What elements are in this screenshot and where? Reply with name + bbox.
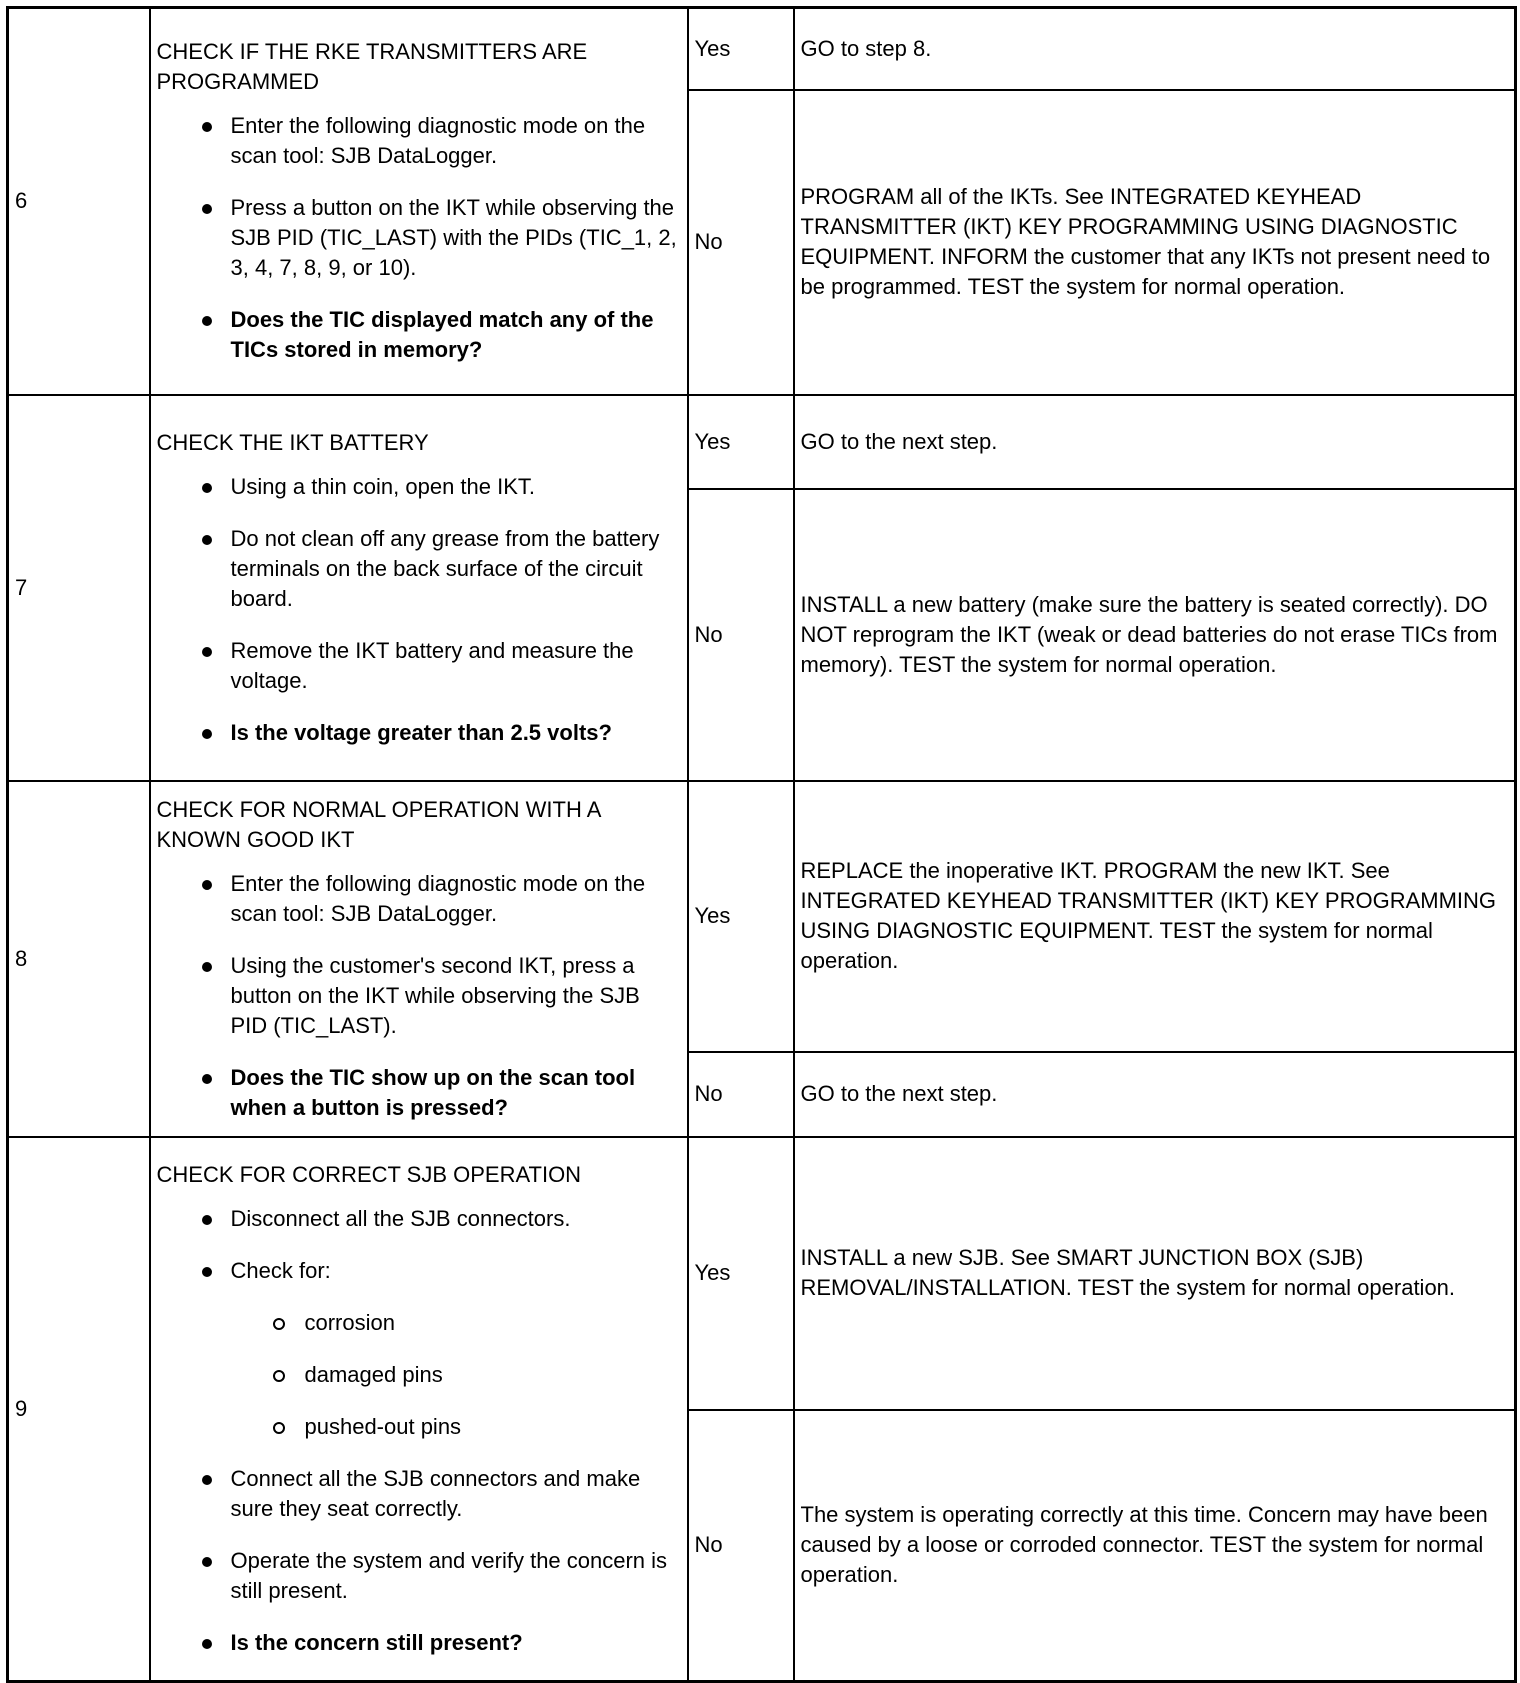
bullet-item: Operate the system and verify the concern is still present.	[157, 1546, 681, 1606]
step-action	[150, 395, 688, 781]
step-number: 7	[8, 395, 150, 781]
bullet-item: Remove the IKT battery and measure the voltage.	[157, 636, 681, 696]
step-number: 8	[8, 781, 150, 1137]
yes-result: GO to the next step.	[794, 395, 1516, 489]
diagnostic-table	[6, 6, 1517, 1683]
check-for-label: Check for:	[230, 1257, 331, 1283]
bullet-item: Using the customer's second IKT, press a button on the IKT while observing the SJB PID (TIC_LAST).	[157, 951, 681, 1041]
no-result: The system is operating correctly at this time. Concern may have been caused by a loose or corroded connector. TEST the system for normal operation.	[794, 1410, 1516, 1682]
no-result: INSTALL a new battery (make sure the battery is seated correctly). DO NOT reprogram the IKT (weak or dead batteries do not erase TICs from memory). TEST the system for normal operation.	[794, 489, 1516, 781]
step-6-yes-row	[8, 8, 1516, 90]
no-label: No	[688, 90, 794, 395]
sub-item: damaged pins	[231, 1360, 681, 1390]
yes-label: Yes	[688, 1137, 794, 1410]
bullet-item: Do not clean off any grease from the battery terminals on the back surface of the circuit board.	[157, 524, 681, 614]
step-number: 6	[8, 8, 150, 395]
sub-item: pushed-out pins	[231, 1412, 681, 1442]
bullet-item	[157, 1256, 681, 1442]
bullet-item: Enter the following diagnostic mode on the scan tool: SJB DataLogger.	[157, 869, 681, 929]
bullet-item: Connect all the SJB connectors and make sure they seat correctly.	[157, 1464, 681, 1524]
step-bullets	[157, 111, 681, 365]
step-number: 9	[8, 1137, 150, 1682]
yes-result: GO to step 8.	[794, 8, 1516, 90]
step-action	[150, 1137, 688, 1682]
step-bullets	[157, 1204, 681, 1658]
no-label: No	[688, 489, 794, 781]
bullet-item: Using a thin coin, open the IKT.	[157, 472, 681, 502]
bullet-item: Enter the following diagnostic mode on the scan tool: SJB DataLogger.	[157, 111, 681, 171]
step-question: Is the voltage greater than 2.5 volts?	[157, 718, 681, 748]
step-question: Is the concern still present?	[157, 1628, 681, 1658]
no-result: PROGRAM all of the IKTs. See INTEGRATED KEYHEAD TRANSMITTER (IKT) KEY PROGRAMMING USING DIAGNOSTIC EQUIPMENT. INFORM the customer that any IKTs not present need to be programmed. TEST the system for normal operation.	[794, 90, 1516, 395]
step-title: CHECK IF THE RKE TRANSMITTERS ARE PROGRAMMED	[156, 39, 588, 95]
step-title: CHECK FOR CORRECT SJB OPERATION	[156, 1161, 582, 1187]
step-7-yes-row	[8, 395, 1516, 489]
no-label: No	[688, 1410, 794, 1682]
bullet-item: Disconnect all the SJB connectors.	[157, 1204, 681, 1234]
no-label: No	[688, 1052, 794, 1137]
step-question: Does the TIC displayed match any of the TICs stored in memory?	[157, 305, 681, 365]
step-8-yes-row	[8, 781, 1516, 1052]
yes-label: Yes	[688, 395, 794, 489]
bullet-item: Press a button on the IKT while observing the SJB PID (TIC_LAST) with the PIDs (TIC_1, 2, 3, 4, 7, 8, 9, or 10).	[157, 193, 681, 283]
step-action	[150, 8, 688, 395]
sub-item: corrosion	[231, 1308, 681, 1338]
step-bullets	[157, 472, 681, 748]
step-9-yes-row	[8, 1137, 1516, 1410]
step-action	[150, 781, 688, 1137]
check-sub-list	[231, 1308, 681, 1442]
step-question: Does the TIC show up on the scan tool when a button is pressed?	[157, 1063, 681, 1123]
yes-label: Yes	[688, 8, 794, 90]
step-title: CHECK FOR NORMAL OPERATION WITH A KNOWN GOOD IKT	[156, 796, 601, 852]
no-result: GO to the next step.	[794, 1052, 1516, 1137]
yes-result: REPLACE the inoperative IKT. PROGRAM the new IKT. See INTEGRATED KEYHEAD TRANSMITTER (IKT) KEY PROGRAMMING USING DIAGNOSTIC EQUIPMENT. TEST the system for normal operation.	[794, 781, 1516, 1052]
yes-result: INSTALL a new SJB. See SMART JUNCTION BOX (SJB) REMOVAL/INSTALLATION. TEST the system for normal operation.	[794, 1137, 1516, 1410]
yes-label: Yes	[688, 781, 794, 1052]
step-bullets	[157, 869, 681, 1123]
step-title: CHECK THE IKT BATTERY	[156, 429, 429, 455]
